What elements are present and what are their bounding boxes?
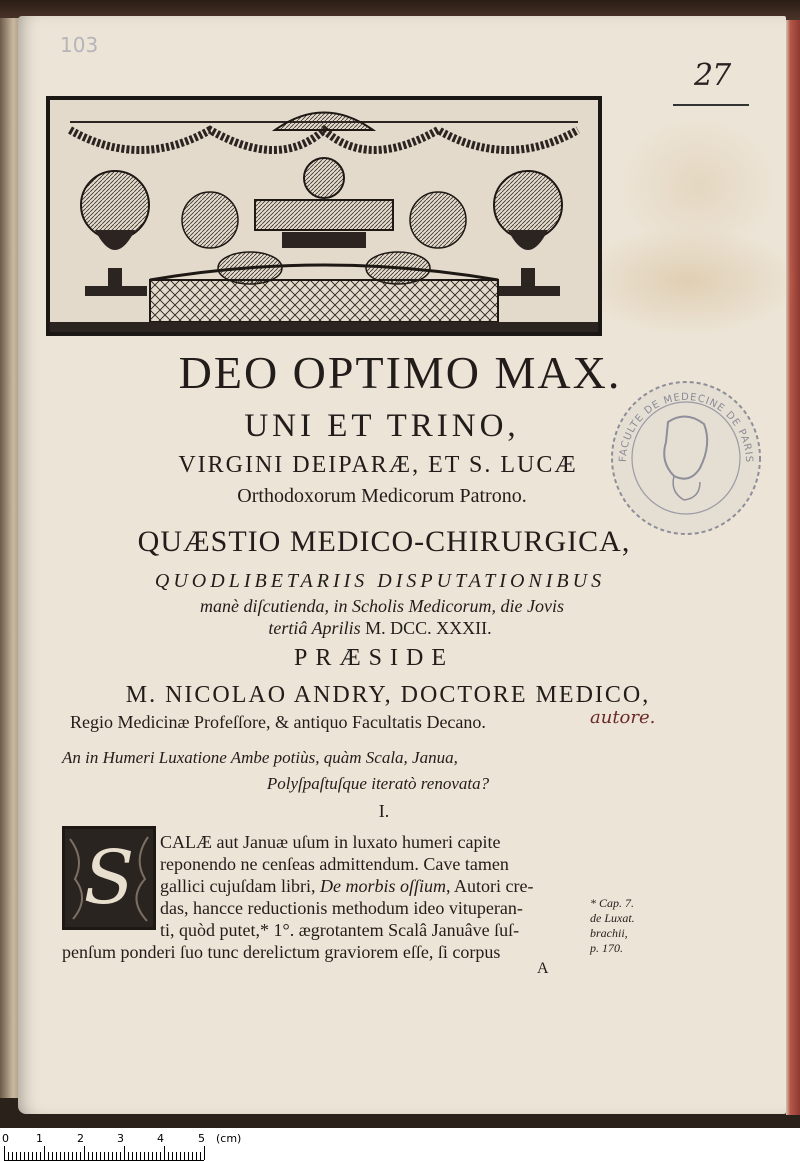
ruler-labels: [0, 1132, 800, 1146]
ruler-major-tick: [4, 1146, 5, 1160]
scale-ruler: [0, 1128, 800, 1162]
margin-note: [590, 896, 635, 956]
ruler-label-5: 5: [198, 1132, 205, 1145]
page-edge-right: [786, 20, 800, 1115]
body-line-5: ti, quòd putet,* 1°. ægrotantem Scalâ Januâve ſuſ-: [160, 920, 520, 940]
praeside-role: Regio Medicinæ Profeſſore, & antiquo Facultatis Decano.: [70, 712, 486, 732]
ruler-label-4: 4: [157, 1132, 164, 1145]
question-line-1: An in Humeri Luxatione Ambe potiùs, quàm Scala, Janua,: [62, 748, 458, 767]
drop-cap-letter: S: [83, 835, 135, 921]
section-numeral: I.: [378, 801, 390, 821]
pencil-mark: 103: [60, 33, 99, 57]
body-line-3-start: gallici cujuſdam libri,: [160, 876, 320, 896]
dedication-line-2: UNI ET TRINO,: [244, 408, 520, 444]
ruler-major-tick: [164, 1146, 165, 1160]
page-number-underline: [673, 104, 749, 106]
margin-note-line-2: de Luxat.: [590, 911, 635, 925]
ruler-major-tick: [84, 1146, 85, 1160]
dedication-line-3: VIRGINI DEIPARÆ, ET S. LUCÆ: [178, 452, 578, 478]
stamp-text: FACULTE DE MEDECINE DE PARIS: [617, 391, 755, 464]
page-number: 27: [694, 58, 731, 93]
ruler-label-0: 0: [2, 1132, 9, 1145]
ruler-unit: (cm): [216, 1132, 242, 1145]
cited-book-title: De morbis oſſium: [319, 876, 446, 896]
margin-note-line-1: * Cap. 7.: [590, 896, 635, 910]
body-line-4: das, hancce reductionis methodum ideo vituperan-: [160, 898, 523, 918]
headpiece-engraving: [50, 100, 598, 332]
margin-note-line-3: brachii,: [590, 926, 628, 940]
dedication-line-1: DEO OPTIMO MAX.: [178, 347, 622, 398]
quaestio-date-italic: tertiâ Aprilis: [268, 618, 361, 638]
ruler-label-2: 2: [77, 1132, 84, 1145]
quaestio-line-2: manè diſcutienda, in Scholis Medicorum, die Jovis: [200, 596, 564, 616]
body-line-1: CALÆ aut Januæ uſum in luxato humeri capite: [160, 832, 501, 852]
drop-cap-initial: [62, 826, 156, 930]
catchword: A: [537, 960, 549, 977]
praeside-name: M. NICOLAO ANDRY, DOCTORE MEDICO,: [125, 682, 651, 708]
praeside-label: PRÆSIDE: [293, 645, 455, 671]
ruler-label-3: 3: [117, 1132, 124, 1145]
margin-note-line-4: p. 170.: [590, 941, 623, 955]
ruler-major-tick: [44, 1146, 45, 1160]
ruler-ticks: [4, 1146, 204, 1161]
body-line-2: reponendo ne cenſeas admittendum. Cave tamen: [160, 854, 509, 874]
body-line-3: [160, 876, 533, 897]
quaestio-date-line: [0, 618, 780, 639]
quaestio-line-1: QUODLIBETARIIS DISPUTATIONIBUS: [154, 570, 606, 592]
quaestio-heading: QUÆSTIO MEDICO-CHIRURGICA,: [137, 525, 631, 558]
ruler-label-1: 1: [36, 1132, 43, 1145]
question-line-2: Polyſpaſtuſque iteratò renovata?: [266, 774, 490, 793]
ruler-major-tick: [124, 1146, 125, 1160]
handwritten-annotation: autore.: [590, 707, 656, 728]
body-line-6: penſum ponderi ſuo tunc derelictum graviorem eſſe, ſi corpus: [62, 942, 501, 962]
quaestio-date-year: M. DCC. XXXII.: [360, 618, 492, 638]
engraved-headpiece: [46, 96, 602, 336]
dedication-line-4: Orthodoxorum Medicorum Patrono.: [237, 485, 527, 507]
ruler-major-tick: [204, 1146, 205, 1160]
body-line-3-end: , Autori cre-: [445, 876, 534, 896]
water-stain: [618, 116, 778, 256]
